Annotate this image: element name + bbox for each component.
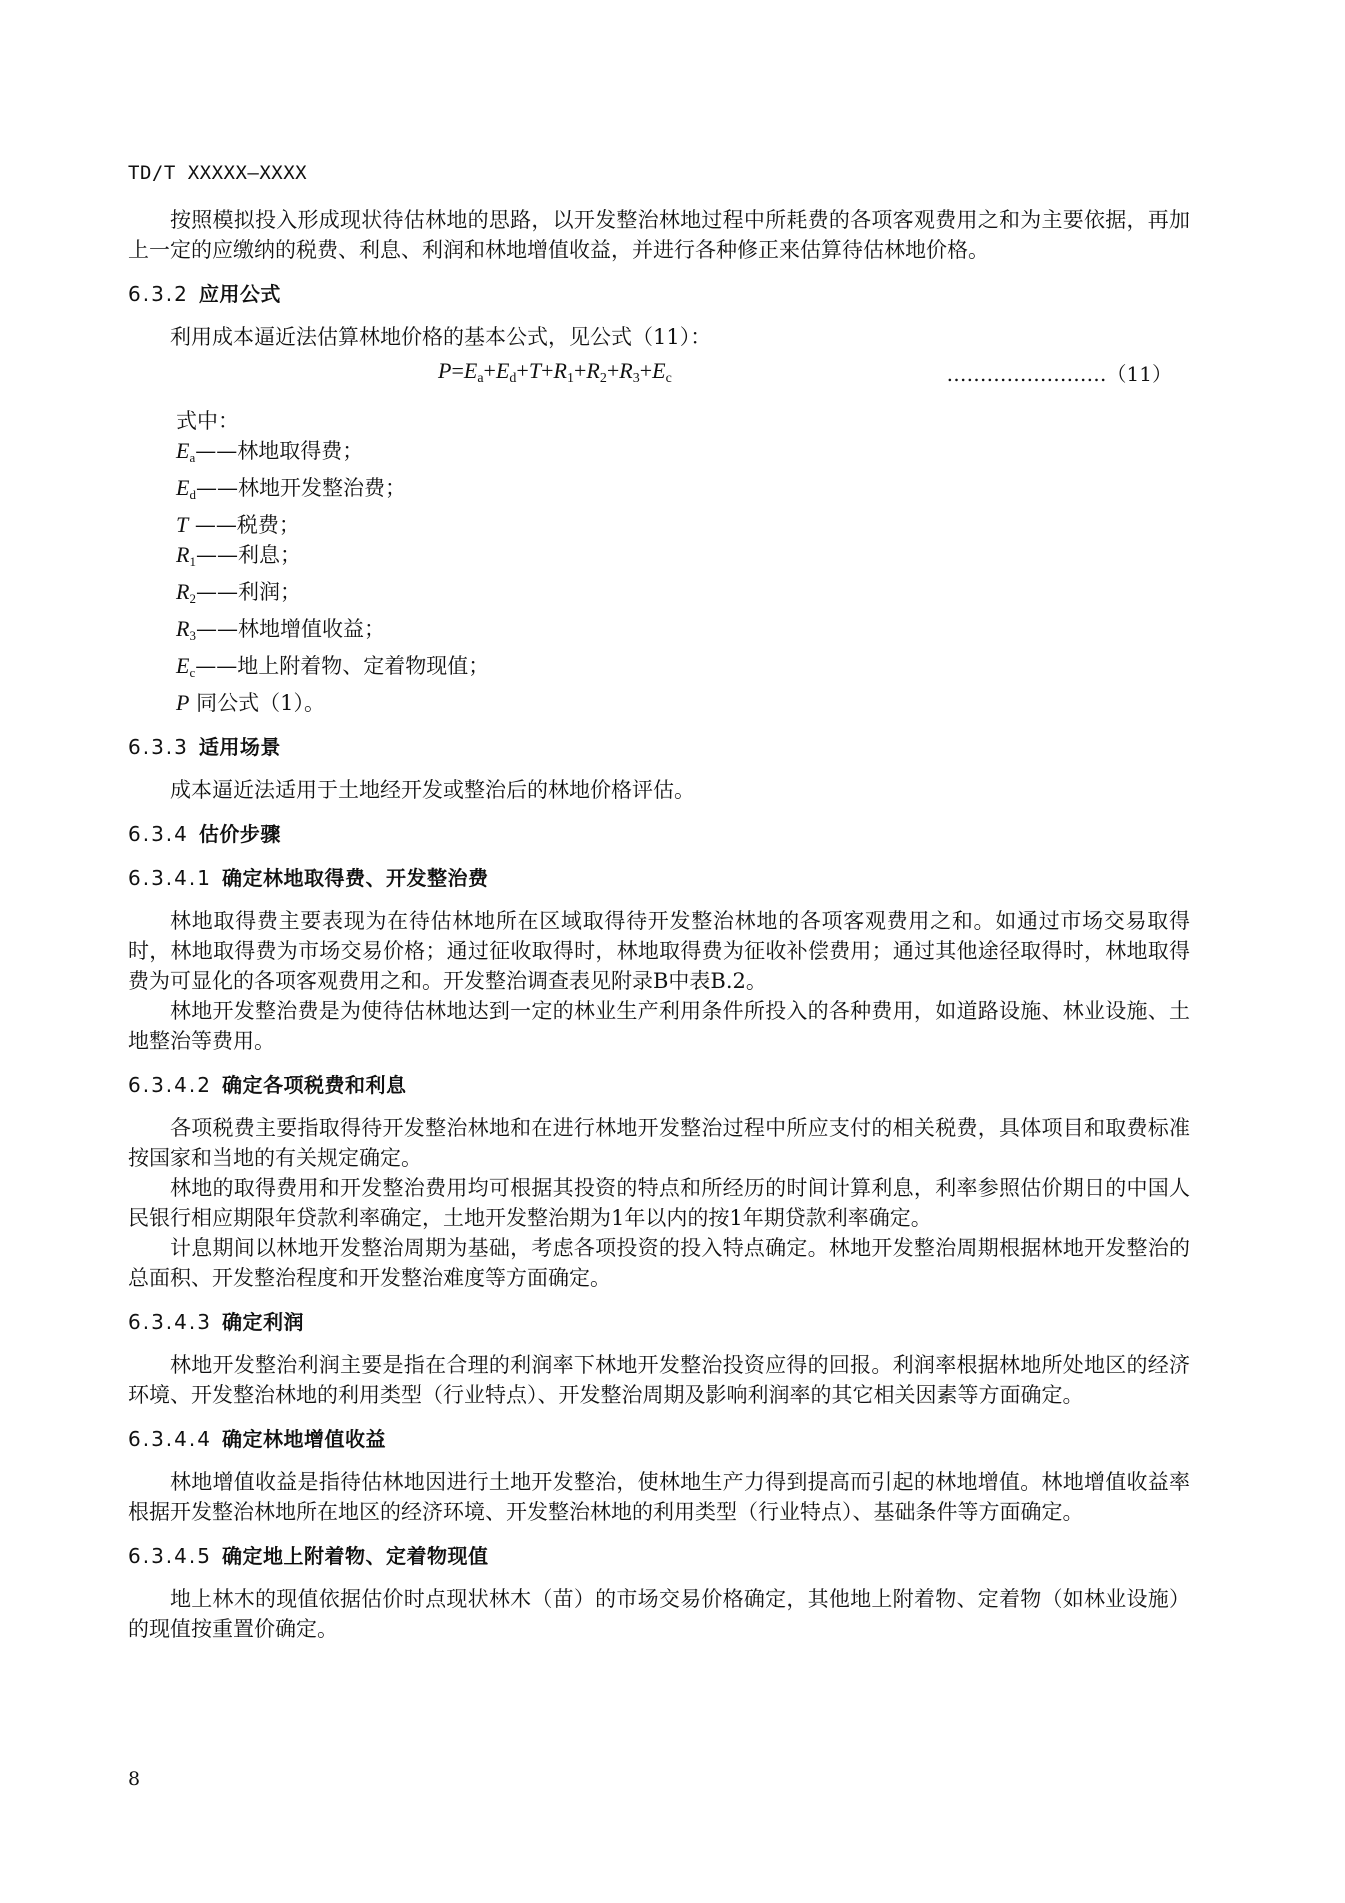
section-number: 6.3.4.5 (128, 1544, 212, 1568)
section-title: 确定利润 (221, 1310, 304, 1334)
section-heading-6-3-4-3 (128, 1307, 1190, 1337)
section-number: 6.3.4.1 (128, 866, 212, 890)
legend-item: P 同公式（1）。 (176, 690, 325, 715)
section-heading-6-3-4-1 (128, 863, 1190, 893)
section-heading-6-3-3 (128, 732, 1190, 762)
legend-item: $R_3——$林地增值收益； (176, 616, 385, 643)
legend-item: T ——税费； (176, 512, 300, 537)
intro-paragraph: 按照模拟投入形成现状待估林地的思路，以开发整治林地过程中所耗费的各项客观费用之和为主要依据，再加上一定的应缴纳的税费、利息、利润和林地增值收益，并进行各种修正来估算待估林地价格。 (128, 208, 1190, 262)
section-title: 估价步骤 (198, 822, 281, 846)
formula-intro-paragraph: 利用成本逼近法估算林地价格的基本公式，见公式（11）： (170, 325, 712, 349)
section-paragraph: 林地增值收益是指待估林地因进行土地开发整治，使林地生产力得到提高而引起的林地增值。林地增值收益率根据开发整治林地所在地区的经济环境、开发整治林地的利用类型（行业特点）、基础条件等方面确定。 (128, 1470, 1190, 1524)
section-paragraph: 林地取得费主要表现为在待估林地所在区域取得待开发整治林地的各项客观费用之和。如通过市场交易取得时，林地取得费为市场交易价格；通过征收取得时，林地取得费为征收补偿费用；通过其他途径取得时，林地取得费为可显化的各项客观费用之和。开发整治调查表见附录B中表B.2。 (128, 909, 1190, 993)
section-paragraph: 各项税费主要指取得待开发整治林地和在进行林地开发整治过程中所应支付的相关税费，具体项目和取费标准按国家和当地的有关规定确定。 (128, 1116, 1190, 1170)
formula-11: $P=E_a+E_d+T+R_1+R_2+R_3+E_c$ (438, 358, 672, 386)
section-number: 6.3.3 (128, 735, 189, 759)
formula-legend (176, 406, 1190, 718)
section-paragraph: 成本逼近法适用于土地经开发或整治后的林地价格评估。 (170, 778, 695, 802)
section-number: 6.3.4 (128, 822, 189, 846)
legend-item: $R_1——$利息； (176, 542, 301, 569)
section-heading-6-3-4-5 (128, 1541, 1190, 1571)
legend-item: $R_2——$利润； (176, 579, 301, 606)
section-number: 6.3.4.4 (128, 1427, 212, 1451)
legend-item: $E_c——$地上附着物、定着物现值； (176, 653, 490, 680)
section-title: 确定各项税费和利息 (221, 1073, 407, 1097)
section-paragraph: 计息期间以林地开发整治周期为基础，考虑各项投资的投入特点确定。林地开发整治周期根据林地开发整治的总面积、开发整治程度和开发整治难度等方面确定。 (128, 1236, 1190, 1290)
section-heading-6-3-4-4 (128, 1424, 1190, 1454)
section-heading-6-3-4 (128, 819, 1190, 849)
equation-number: ……………………（11） (946, 362, 1172, 386)
section-heading-6-3-4-2 (128, 1070, 1190, 1100)
legend-label: 式中： (176, 409, 239, 433)
section-title: 应用公式 (198, 282, 281, 306)
page-number: 8 (128, 1768, 141, 1790)
section-heading-6-3-2 (128, 279, 1190, 309)
page-content (128, 205, 1190, 1644)
section-number: 6.3.2 (128, 282, 189, 306)
section-title: 适用场景 (198, 735, 281, 759)
section-paragraph: 林地开发整治费是为使待估林地达到一定的林业生产利用条件所投入的各种费用，如道路设施、林业设施、土地整治等费用。 (128, 999, 1190, 1053)
section-paragraph: 林地开发整治利润主要是指在合理的利润率下林地开发整治投资应得的回报。利润率根据林地所处地区的经济环境、开发整治林地的利用类型（行业特点）、开发整治周期及影响利润率的其它相关因素等方面确定。 (128, 1353, 1190, 1407)
legend-item: $E_a——$林地取得费； (176, 438, 364, 465)
section-number: 6.3.4.2 (128, 1073, 212, 1097)
section-paragraph: 林地的取得费用和开发整治费用均可根据其投资的特点和所经历的时间计算利息，利率参照估价期日的中国人民银行相应期限年贷款利率确定，土地开发整治期为1年以内的按1年期贷款利率确定。 (128, 1176, 1190, 1230)
document-code: TD/T XXXXX—XXXX (128, 162, 308, 184)
section-number: 6.3.4.3 (128, 1310, 212, 1334)
section-title: 确定林地增值收益 (221, 1427, 386, 1451)
section-title: 确定林地取得费、开发整治费 (221, 866, 489, 890)
legend-item: $E_d——$林地开发整治费； (176, 475, 406, 502)
formula-row (128, 358, 1190, 392)
section-title: 确定地上附着物、定着物现值 (221, 1544, 489, 1568)
section-paragraph: 地上林木的现值依据估价时点现状林木（苗）的市场交易价格确定，其他地上附着物、定着物（如林业设施）的现值按重置价确定。 (128, 1587, 1190, 1641)
